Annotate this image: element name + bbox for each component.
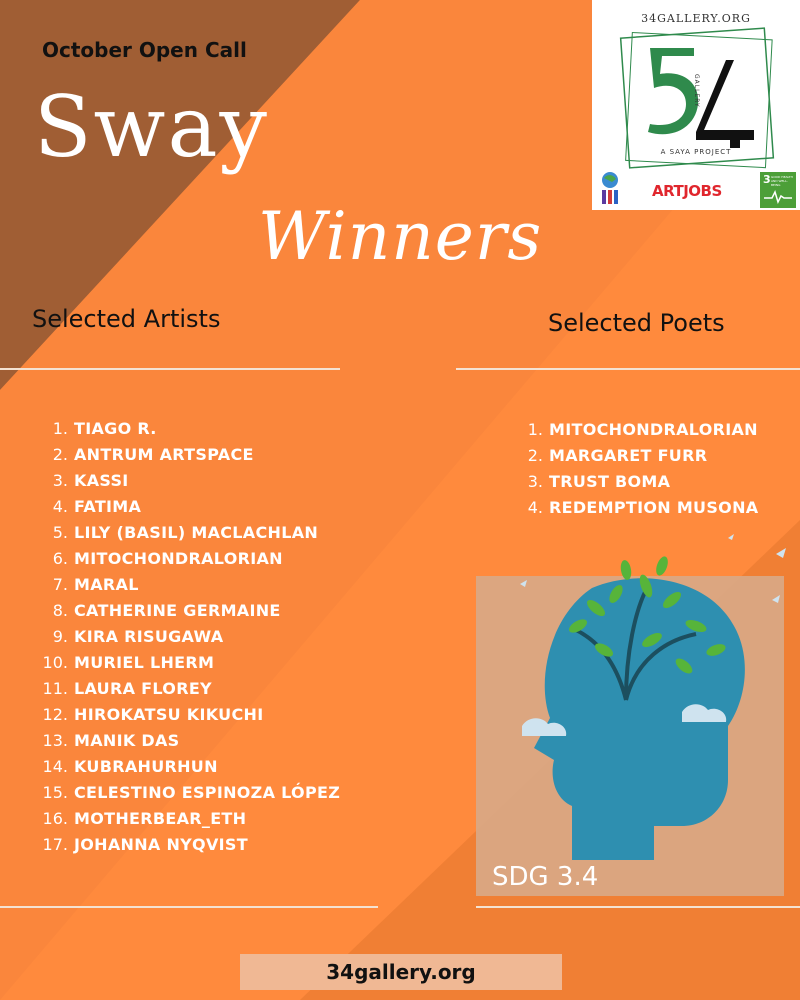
list-item-name: JOHANNA NYQVIST [74, 835, 248, 854]
open-call-label: October Open Call [42, 38, 247, 62]
selected-artists-heading: Selected Artists [32, 305, 221, 333]
list-item [505, 495, 758, 521]
list-item [30, 754, 340, 780]
list-item [30, 624, 340, 650]
list-item-name: REDEMPTION MUSONA [549, 498, 759, 517]
list-item [30, 546, 340, 572]
title-sway: Sway [34, 78, 269, 176]
head-with-tree-illustration [476, 530, 800, 900]
list-item-number: 1. [52, 419, 68, 438]
list-item-name: KASSI [74, 471, 129, 490]
list-item-number: 4. [527, 498, 543, 517]
list-item-name: MITOCHONDRALORIAN [74, 549, 283, 568]
list-item-name: MARAL [74, 575, 139, 594]
artists-divider [0, 368, 340, 370]
logo-tagline: A SAYA PROJECT [660, 148, 732, 156]
list-item [505, 443, 758, 469]
logo-gallery-text: GALLERY [693, 74, 700, 108]
list-item-name: CELESTINO ESPINOZA LÓPEZ [74, 783, 341, 802]
list-item [30, 676, 340, 702]
list-item-name: TIAGO R. [74, 419, 157, 438]
list-item-name: MITOCHONDRALORIAN [549, 420, 758, 439]
list-item-name: HIROKATSU KIKUCHI [74, 705, 264, 724]
list-item [30, 494, 340, 520]
globe-figures-icon [598, 170, 622, 206]
list-item [30, 832, 340, 858]
sdg3-number: 3 [763, 173, 771, 186]
list-item-number: 10. [42, 653, 68, 672]
list-item-name: LILY (BASIL) MACLACHLAN [74, 523, 319, 542]
list-item [30, 520, 340, 546]
footer-url-bar[interactable] [240, 954, 562, 990]
list-item-name: KIRA RISUGAWA [74, 627, 224, 646]
title-winners: Winners [258, 198, 543, 275]
list-item [505, 469, 758, 495]
list-item-name: ANTRUM ARTSPACE [74, 445, 254, 464]
list-item-name: MARGARET FURR [549, 446, 708, 465]
list-item-number: 3. [52, 471, 68, 490]
illustration-divider [476, 906, 800, 908]
list-item-name: CATHERINE GERMAINE [74, 601, 281, 620]
list-item [30, 806, 340, 832]
list-item-number: 13. [42, 731, 68, 750]
footer-url-link[interactable]: 34gallery.org [326, 960, 476, 984]
list-item [30, 468, 340, 494]
list-item-name: MURIEL LHERM [74, 653, 215, 672]
list-item-number: 8. [52, 601, 68, 620]
list-item-number: 2. [527, 446, 543, 465]
list-item [30, 572, 340, 598]
list-item-name: MANIK DAS [74, 731, 180, 750]
selected-poets-heading: Selected Poets [548, 309, 725, 337]
logo-url-text: 34GALLERY.ORG [641, 12, 751, 25]
list-item-number: 12. [42, 705, 68, 724]
list-item-number: 16. [42, 809, 68, 828]
list-item-name: TRUST BOMA [549, 472, 671, 491]
list-item-number: 6. [52, 549, 68, 568]
list-item-number: 7. [52, 575, 68, 594]
sdg3-text: GOOD HEALTH AND WELL-BEING [771, 175, 793, 187]
artjobs-logo: ARTJOBS [652, 182, 722, 200]
list-item-number: 3. [527, 472, 543, 491]
list-item-number: 17. [42, 835, 68, 854]
list-item-number: 15. [42, 783, 68, 802]
list-item-number: 9. [52, 627, 68, 646]
gallery-logo-card [592, 0, 800, 210]
list-item-name: KUBRAHURHUN [74, 757, 218, 776]
poets-divider [456, 368, 800, 370]
list-item [505, 417, 758, 443]
list-item [30, 728, 340, 754]
list-item-number: 4. [52, 497, 68, 516]
sdg-label: SDG 3.4 [492, 862, 599, 892]
list-item-number: 5. [52, 523, 68, 542]
list-item-number: 14. [42, 757, 68, 776]
list-item-number: 1. [527, 420, 543, 439]
footer-divider-left [0, 906, 378, 908]
list-item [30, 598, 340, 624]
list-item-number: 11. [42, 679, 68, 698]
heartbeat-icon [764, 190, 792, 204]
artists-list [30, 416, 340, 858]
sdg3-badge [760, 172, 796, 208]
list-item [30, 416, 340, 442]
list-item-name: MOTHERBEAR_ETH [74, 809, 247, 828]
list-item [30, 780, 340, 806]
poets-list [505, 417, 758, 521]
list-item [30, 442, 340, 468]
list-item [30, 650, 340, 676]
list-item-number: 2. [52, 445, 68, 464]
list-item-name: FATIMA [74, 497, 142, 516]
list-item-name: LAURA FLOREY [74, 679, 212, 698]
list-item [30, 702, 340, 728]
